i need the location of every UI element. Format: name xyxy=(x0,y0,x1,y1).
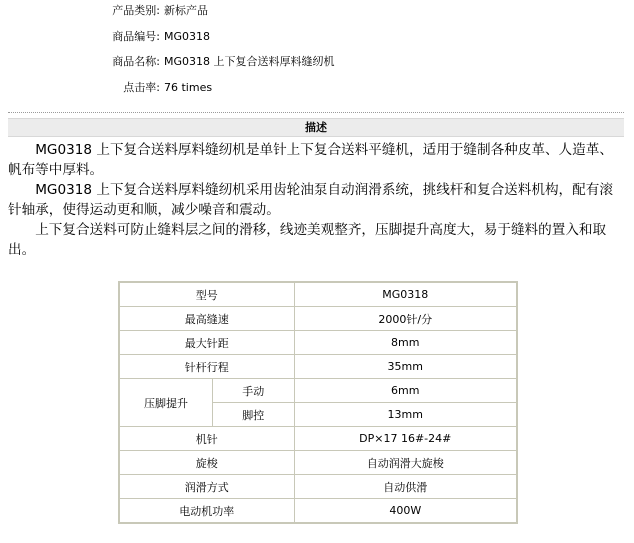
spec-sublabel: 脚控 xyxy=(212,403,294,427)
spec-label: 最大针距 xyxy=(119,331,294,355)
spec-value: DP×17 16#-24# xyxy=(294,427,517,451)
meta-label: 产品类别: xyxy=(112,4,160,17)
spec-value: 6mm xyxy=(294,379,517,403)
meta-row-code xyxy=(0,26,634,48)
table-row xyxy=(119,427,517,451)
table-row xyxy=(119,379,517,403)
spec-value: 400W xyxy=(294,499,517,524)
meta-row-name xyxy=(0,51,634,73)
meta-value: MG0318 上下复合送料厚料缝纫机 xyxy=(164,55,335,68)
table-row xyxy=(119,451,517,475)
spec-value: 自动供滑 xyxy=(294,475,517,499)
spec-value: 35mm xyxy=(294,355,517,379)
spec-sublabel: 手动 xyxy=(212,379,294,403)
spec-value: 8mm xyxy=(294,331,517,355)
description-paragraph: 上下复合送料可防止缝料层之间的滑移，线迹美观整齐，压脚提升高度大，易于缝料的置入和取出。 xyxy=(8,222,607,258)
spec-value: MG0318 xyxy=(294,282,517,307)
spec-value: 13mm xyxy=(294,403,517,427)
spec-label: 型号 xyxy=(119,282,294,307)
table-row xyxy=(119,331,517,355)
table-row xyxy=(119,282,517,307)
description-paragraph: MG0318 上下复合送料厚料缝纫机是单针上下复合送料平缝机，适用于缝制各种皮革、人造革、帆布等中厚料。 xyxy=(8,142,613,178)
spec-label: 电动机功率 xyxy=(119,499,294,524)
spec-label: 润滑方式 xyxy=(119,475,294,499)
table-row xyxy=(119,307,517,331)
meta-value: 新标产品 xyxy=(164,4,208,17)
spec-label: 压脚提升 xyxy=(119,379,212,427)
description-header: 描述 xyxy=(8,118,624,137)
description-body xyxy=(8,140,620,260)
spec-label: 针杆行程 xyxy=(119,355,294,379)
meta-label: 商品名称: xyxy=(112,55,160,68)
meta-value: MG0318 xyxy=(164,30,211,43)
meta-row-category xyxy=(0,0,634,22)
spec-label: 机针 xyxy=(119,427,294,451)
meta-value: 76 times xyxy=(164,81,213,94)
table-row xyxy=(119,475,517,499)
spec-table xyxy=(118,281,518,524)
dotted-divider xyxy=(8,112,624,113)
description-paragraph: MG0318 上下复合送料厚料缝纫机采用齿轮油泵自动润滑系统，挑线杆和复合送料机构，配有滚针轴承，使得运动更和顺，减少噪音和震动。 xyxy=(8,182,613,218)
meta-label: 点击率: xyxy=(123,81,160,94)
meta-row-hits xyxy=(0,77,634,99)
spec-label: 旋梭 xyxy=(119,451,294,475)
meta-label: 商品编号: xyxy=(112,30,160,43)
spec-value: 自动润滑大旋梭 xyxy=(294,451,517,475)
spec-value: 2000针/分 xyxy=(294,307,517,331)
spec-label: 最高缝速 xyxy=(119,307,294,331)
table-row xyxy=(119,355,517,379)
table-row xyxy=(119,499,517,524)
